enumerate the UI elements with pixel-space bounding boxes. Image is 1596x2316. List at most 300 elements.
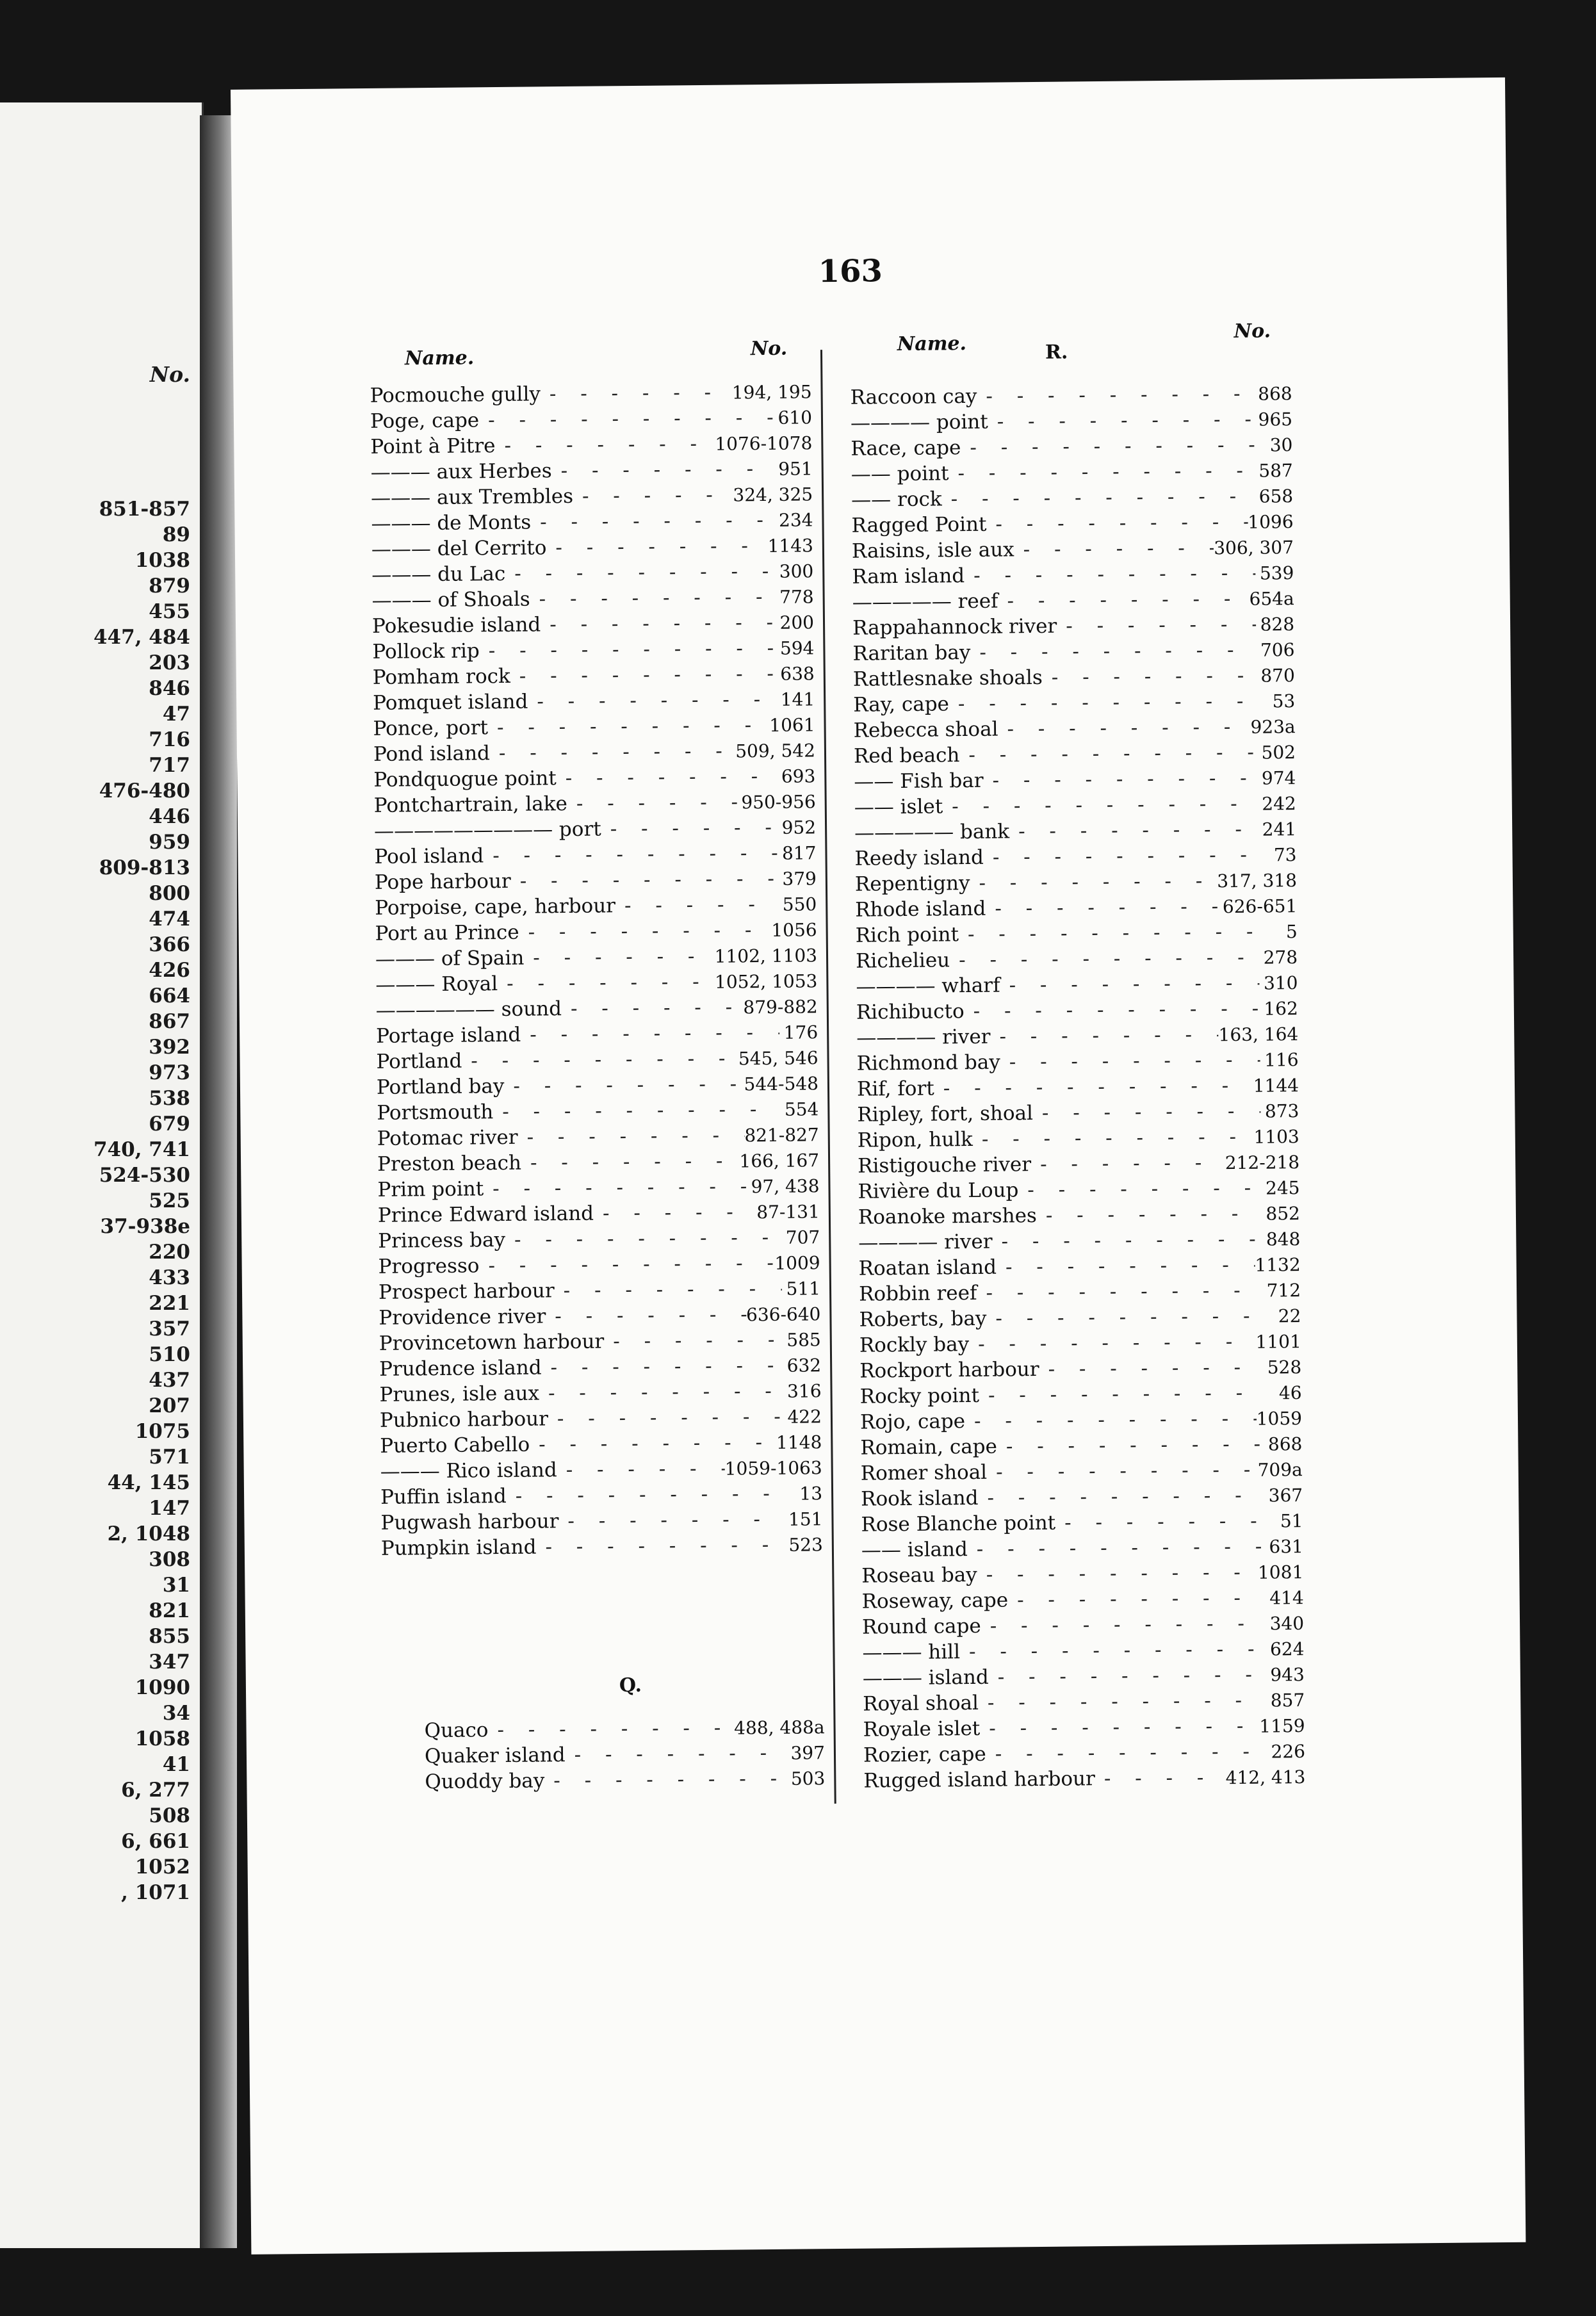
left-page-number: 6, 277	[121, 1779, 190, 1802]
index-entry	[854, 765, 1296, 795]
left-page-number: 959	[149, 831, 190, 854]
entry-name: Puerto Cabello	[380, 1433, 530, 1458]
entry-number: 974	[1261, 767, 1296, 789]
dot-leader	[977, 1560, 1258, 1588]
entry-name: ——— del Cerrito	[371, 536, 547, 561]
entry-number: 539	[1259, 562, 1294, 584]
entry-number: 610	[778, 407, 813, 428]
column-divider	[820, 350, 836, 1804]
dot-leader	[521, 1148, 740, 1175]
index-entry	[851, 406, 1292, 436]
entry-name: Rose Blanche point	[861, 1511, 1056, 1537]
entry-number: 654a	[1249, 588, 1294, 610]
dot-leader	[604, 1327, 783, 1355]
entry-number: 1144	[1253, 1075, 1299, 1097]
entry-name: ———— river	[858, 1230, 993, 1255]
entry-number: 706	[1260, 639, 1295, 661]
index-entry	[370, 379, 811, 409]
dot-leader	[1055, 1508, 1265, 1536]
entry-name: Pool island	[374, 844, 484, 868]
index-entry	[374, 788, 816, 819]
entry-name: ——— Royal	[375, 972, 498, 997]
dot-leader	[601, 815, 778, 842]
dot-leader	[479, 405, 774, 433]
entry-number: 310	[1263, 972, 1298, 994]
index-entry	[861, 1456, 1303, 1487]
entry-number: 53	[1272, 690, 1296, 712]
dot-leader	[986, 1303, 1262, 1332]
index-entry	[370, 430, 812, 460]
dot-leader	[546, 533, 768, 560]
entry-name: Roanoke marshes	[858, 1203, 1038, 1229]
entry-name: Pollock rip	[372, 639, 480, 664]
entry-name: Porpoise, cape, harbour	[375, 894, 616, 920]
entry-number: 951	[778, 458, 813, 480]
entry-name: Pomham rock	[372, 664, 510, 689]
dot-leader	[964, 996, 1260, 1024]
dot-leader	[949, 458, 1255, 487]
dot-leader	[562, 994, 744, 1022]
entry-name: Pontchartrain, lake	[373, 792, 568, 817]
entry-name: Ristigouche river	[858, 1153, 1032, 1178]
left-page-number: 207	[149, 1394, 190, 1417]
left-page-number: 740, 741	[93, 1138, 190, 1161]
index-entry	[371, 532, 813, 562]
index-entry	[859, 1354, 1301, 1384]
left-page-number: 867	[149, 1010, 190, 1033]
entry-name: Quoddy bay	[425, 1769, 545, 1794]
index-entry	[863, 1661, 1305, 1692]
entry-name: Pugwash harbour	[380, 1510, 559, 1535]
entry-name: Royal shoal	[863, 1691, 979, 1716]
index-entry	[858, 1226, 1300, 1256]
entry-name: Pokesudie island	[371, 613, 541, 638]
entry-number: 952	[781, 817, 817, 838]
entry-number: 412, 413	[1225, 1766, 1306, 1789]
entry-number: 631	[1269, 1536, 1304, 1558]
dot-leader	[555, 1276, 783, 1303]
left-page-number: 879	[149, 575, 190, 598]
index-entry	[380, 1429, 822, 1459]
left-page-number: 510	[149, 1343, 190, 1366]
dot-leader	[965, 1406, 1257, 1434]
index-entry	[853, 714, 1295, 744]
entry-name: Royale islet	[863, 1717, 981, 1741]
left-page-number: 41	[162, 1753, 190, 1776]
index-entry	[375, 968, 817, 998]
left-page-number: 6, 661	[121, 1830, 190, 1853]
index-entry	[371, 558, 813, 588]
index-entry	[370, 404, 812, 434]
index-entry	[371, 481, 813, 511]
left-page-number: , 1071	[121, 1881, 190, 1904]
entry-number: 1081	[1257, 1562, 1304, 1583]
index-entry	[852, 637, 1294, 667]
entry-name: Roseway, cape	[861, 1588, 1009, 1613]
entry-name: Raisins, isle aux	[851, 538, 1014, 563]
entry-name: —— island	[861, 1538, 968, 1562]
dot-leader	[969, 1329, 1256, 1357]
dot-leader	[1033, 1098, 1261, 1126]
index-entry	[371, 455, 813, 485]
left-page-number: 851-857	[99, 498, 190, 521]
index-page	[231, 77, 1526, 2255]
entry-name: Rif, fort	[856, 1077, 934, 1101]
entry-number: 544-548	[744, 1073, 819, 1095]
entry-number: 141	[780, 689, 815, 710]
entry-number: 709a	[1257, 1459, 1303, 1481]
entry-number: 5	[1285, 921, 1298, 943]
left-page-number: 571	[149, 1446, 190, 1469]
entry-name: Race, cape	[851, 436, 961, 461]
entry-number: 306, 307	[1214, 537, 1294, 559]
index-entry	[856, 995, 1298, 1025]
dot-leader	[551, 456, 774, 484]
left-page-number: 821	[149, 1599, 190, 1622]
entry-number: 87-131	[756, 1201, 820, 1223]
entry-name: Poge, cape	[370, 409, 480, 433]
entry-number: 397	[790, 1742, 826, 1764]
entry-number: 234	[778, 509, 813, 531]
entry-number: 502	[1261, 742, 1296, 763]
dot-leader	[961, 432, 1254, 461]
index-entry	[856, 1021, 1298, 1051]
index-entry	[862, 1610, 1304, 1640]
left-page-number: 347	[149, 1651, 190, 1674]
entry-name: Reedy island	[854, 845, 984, 870]
dot-leader	[493, 1097, 780, 1125]
entry-number: 857	[1270, 1690, 1305, 1711]
entry-name: ————— bank	[854, 820, 1010, 845]
dot-leader	[615, 892, 779, 918]
index-entry	[858, 1123, 1299, 1154]
entry-name: Progresso	[378, 1254, 480, 1278]
entry-name: Ripley, fort, shoal	[857, 1102, 1034, 1127]
index-entry	[425, 1740, 825, 1769]
entry-name: Ripon, hulk	[857, 1127, 973, 1152]
entry-name: ——— of Spain	[375, 946, 525, 971]
entry-name: Portage island	[376, 1023, 521, 1048]
entry-name: ——— of Shoals	[371, 587, 530, 612]
entry-name: ————— reef	[852, 589, 998, 614]
index-entry	[378, 1224, 820, 1254]
entry-name: Prunes, isle aux	[379, 1382, 540, 1407]
dot-leader	[521, 1020, 779, 1048]
entry-name: Rugged island harbour	[863, 1767, 1096, 1793]
entry-name: ——— Rico island	[380, 1458, 557, 1483]
index-entry	[863, 1687, 1305, 1717]
entry-name: Pomquet island	[373, 690, 528, 715]
entry-name: ——— hill	[862, 1640, 961, 1665]
entry-number: 414	[1269, 1587, 1304, 1609]
entry-name: Roatan island	[858, 1255, 997, 1280]
dot-leader	[1009, 817, 1258, 845]
section-letter-r: R.	[1045, 341, 1068, 364]
left-page-number: 1090	[134, 1676, 190, 1699]
index-entry	[374, 840, 816, 870]
index-entry	[373, 737, 815, 767]
entry-number: 22	[1278, 1305, 1301, 1327]
entry-name: Providence river	[379, 1305, 546, 1330]
dot-leader	[1037, 1201, 1262, 1228]
index-entry	[855, 867, 1297, 897]
entry-number: 51	[1280, 1510, 1303, 1532]
index-entry	[375, 917, 817, 947]
entry-number: 511	[786, 1278, 821, 1300]
index-entry	[863, 1738, 1305, 1768]
entry-name: Red beach	[853, 744, 960, 768]
entry-number: 212-218	[1225, 1152, 1300, 1174]
entry-name: Rappahannock river	[852, 614, 1057, 640]
entry-name: Round cape	[861, 1614, 981, 1639]
entry-number: 245	[1265, 1177, 1300, 1199]
entry-number: 632	[786, 1355, 822, 1376]
index-entry	[863, 1713, 1305, 1743]
dot-leader	[479, 1250, 774, 1278]
book-gutter	[200, 115, 237, 2248]
entry-name: Rockport harbour	[859, 1357, 1039, 1383]
entry-name: Ponce, port	[373, 716, 489, 740]
entry-number: 1101	[1255, 1331, 1301, 1353]
index-entry	[858, 1149, 1299, 1179]
dot-leader	[480, 635, 776, 664]
entry-number: 340	[1269, 1613, 1305, 1635]
entry-number: 30	[1269, 434, 1293, 456]
dot-leader	[530, 584, 775, 612]
entry-number: 367	[1268, 1485, 1303, 1506]
entry-number: 923a	[1250, 716, 1296, 738]
index-entry	[861, 1533, 1303, 1563]
entry-name: Rattlesnake shoals	[852, 665, 1043, 691]
left-page-number: 524-530	[99, 1164, 190, 1187]
entry-number: 848	[1266, 1228, 1301, 1250]
left-page-number: 1038	[134, 549, 190, 572]
dot-leader	[979, 1380, 1264, 1408]
index-entry	[857, 1098, 1299, 1128]
index-entry	[858, 1200, 1300, 1230]
page-number: 163	[818, 253, 883, 290]
index-entry	[863, 1764, 1305, 1794]
entry-number: 226	[1271, 1741, 1306, 1763]
entry-number: 1076-1078	[715, 432, 813, 455]
index-entry	[377, 1070, 818, 1100]
index-entry	[852, 585, 1294, 616]
left-page-number: 89	[162, 523, 190, 546]
left-page-number: 34	[162, 1702, 190, 1725]
entry-number: 278	[1263, 947, 1298, 968]
index-entry	[377, 1096, 818, 1126]
entry-name: Roseau bay	[861, 1563, 977, 1588]
entry-name: Prospect harbour	[378, 1279, 555, 1304]
dot-leader	[986, 509, 1248, 537]
entry-name: Ragged Point	[851, 512, 987, 537]
dot-leader	[484, 840, 778, 868]
entry-name: Portsmouth	[377, 1100, 494, 1125]
dot-leader	[462, 1045, 738, 1073]
entry-name: Prudence island	[379, 1356, 542, 1381]
left-page-number: 147	[149, 1497, 190, 1520]
left-name-header: Name.	[404, 347, 475, 370]
dot-leader	[511, 866, 778, 894]
dot-leader	[968, 1534, 1265, 1562]
entry-number: 638	[780, 663, 815, 685]
entry-name: Rich point	[855, 923, 959, 947]
index-entry	[380, 1403, 822, 1433]
left-page-number: 846	[149, 677, 190, 700]
entry-number: 1103	[1253, 1126, 1299, 1148]
index-entry	[379, 1301, 820, 1331]
entry-number: 316	[786, 1380, 822, 1402]
entry-number: 545, 546	[738, 1047, 818, 1070]
entry-name: Puffin island	[380, 1484, 507, 1509]
index-entry	[371, 583, 813, 614]
entry-number: 176	[783, 1022, 818, 1043]
index-entry	[380, 1480, 822, 1510]
entry-name: Rivière du Loup	[858, 1178, 1019, 1203]
dot-leader	[998, 586, 1249, 614]
dot-leader	[1000, 970, 1259, 999]
entry-number: 870	[1260, 665, 1296, 687]
index-entry	[373, 686, 815, 716]
entry-number: 943	[1270, 1664, 1305, 1686]
entry-number: 1052, 1053	[714, 970, 818, 993]
entry-number: 965	[1258, 409, 1293, 430]
left-page-number: 221	[149, 1292, 190, 1315]
dot-leader	[986, 1739, 1267, 1767]
index-entry	[375, 865, 817, 895]
index-entry	[854, 842, 1296, 872]
entry-number: 1059-1063	[724, 1457, 822, 1480]
entry-number: 821-827	[744, 1124, 819, 1146]
index-entry	[380, 1455, 822, 1485]
dot-leader	[960, 1636, 1266, 1665]
left-page-number: 31	[162, 1574, 190, 1597]
dot-leader	[959, 919, 1259, 947]
index-entry	[856, 970, 1298, 1000]
index-entry	[377, 1121, 819, 1152]
left-page-number: 664	[149, 984, 190, 1007]
dot-leader	[959, 740, 1257, 768]
index-entry	[376, 1019, 818, 1049]
entry-number: 162	[1264, 998, 1299, 1020]
dot-leader	[1031, 1150, 1225, 1177]
dot-leader	[504, 1071, 744, 1099]
index-entry	[856, 918, 1298, 949]
dot-leader	[567, 789, 742, 817]
left-page-number: 220	[149, 1241, 190, 1264]
entry-number: 585	[786, 1329, 821, 1351]
entry-number: 1102, 1103	[714, 945, 818, 967]
entry-number: 317, 318	[1217, 870, 1298, 892]
dot-leader	[1043, 663, 1257, 690]
entry-number: 778	[779, 586, 814, 608]
entry-name: ——— aux Trembles	[370, 484, 574, 510]
left-page-number: 508	[149, 1804, 190, 1827]
dot-leader	[557, 1456, 725, 1483]
left-page-number: 47	[162, 703, 190, 726]
left-page-number: 44, 145	[107, 1471, 190, 1494]
dot-leader	[557, 763, 778, 791]
dot-leader	[565, 1740, 786, 1768]
entry-name: Pocmouche gully	[370, 382, 541, 407]
dot-leader	[505, 1225, 782, 1253]
entry-name: Robbin reef	[858, 1281, 977, 1306]
entry-name: ——— de Monts	[371, 510, 532, 535]
index-entry	[851, 432, 1292, 462]
dot-leader	[524, 943, 715, 971]
entry-number: 879-882	[743, 996, 818, 1018]
dot-leader	[541, 1353, 783, 1381]
entry-number: 1143	[767, 535, 814, 557]
dot-leader	[1039, 1355, 1263, 1382]
index-entry	[861, 1508, 1303, 1538]
entry-name: ——— du Lac	[371, 562, 506, 587]
dot-leader	[979, 1688, 1267, 1716]
entry-name: Prince Edward island	[377, 1202, 594, 1227]
left-page-number: 392	[149, 1036, 190, 1059]
dot-leader	[531, 507, 775, 535]
dot-leader	[544, 1766, 786, 1794]
left-index-list	[370, 379, 823, 1562]
entry-name: Richelieu	[855, 949, 950, 973]
dot-leader	[997, 1252, 1255, 1280]
entry-number: 707	[785, 1227, 820, 1248]
entry-name: ——— aux Herbes	[370, 459, 552, 484]
left-page-number: 1075	[134, 1420, 190, 1443]
q-index-list	[424, 1714, 825, 1795]
index-entry	[862, 1636, 1304, 1666]
entry-number: 873	[1264, 1100, 1299, 1122]
dot-leader	[989, 1662, 1266, 1690]
dot-leader	[539, 1378, 783, 1407]
index-entry	[862, 1585, 1304, 1615]
left-page-number: 437	[149, 1369, 190, 1392]
dot-leader	[507, 1481, 785, 1509]
entry-name: Richmond bay	[856, 1050, 1000, 1075]
dot-leader	[548, 1404, 783, 1432]
dot-leader	[1018, 1175, 1262, 1203]
entry-number: 868	[1258, 383, 1292, 405]
left-page-number: 679	[149, 1113, 190, 1136]
entry-name: Repentigny	[854, 871, 970, 896]
left-page-number: 447, 484	[93, 626, 190, 649]
entry-name: —— rock	[851, 487, 942, 512]
index-entry	[378, 1250, 820, 1280]
entry-number: 528	[1267, 1357, 1302, 1378]
left-page-number: 538	[149, 1087, 190, 1110]
entry-name: —— point	[851, 462, 949, 486]
entry-name: —— Fish bar	[854, 769, 984, 794]
index-entry	[852, 560, 1294, 590]
index-entry	[858, 1175, 1299, 1205]
dot-leader	[558, 1506, 784, 1534]
entry-number: 116	[1264, 1049, 1299, 1071]
entry-number: 624	[1269, 1638, 1305, 1660]
entry-number: 1009	[774, 1252, 820, 1274]
right-index-list	[850, 380, 1305, 1794]
dot-leader	[484, 1173, 751, 1202]
entry-name: Rook island	[860, 1486, 979, 1511]
entry-name: —— islet	[854, 795, 943, 819]
entry-number: 1132	[1255, 1254, 1301, 1276]
entry-number: 13	[799, 1483, 823, 1505]
index-entry	[425, 1765, 825, 1795]
index-entry	[371, 507, 813, 537]
entry-number: 950-956	[741, 791, 816, 813]
dot-leader	[528, 687, 776, 715]
index-entry	[379, 1378, 821, 1408]
entry-name: Quaker island	[424, 1743, 566, 1768]
